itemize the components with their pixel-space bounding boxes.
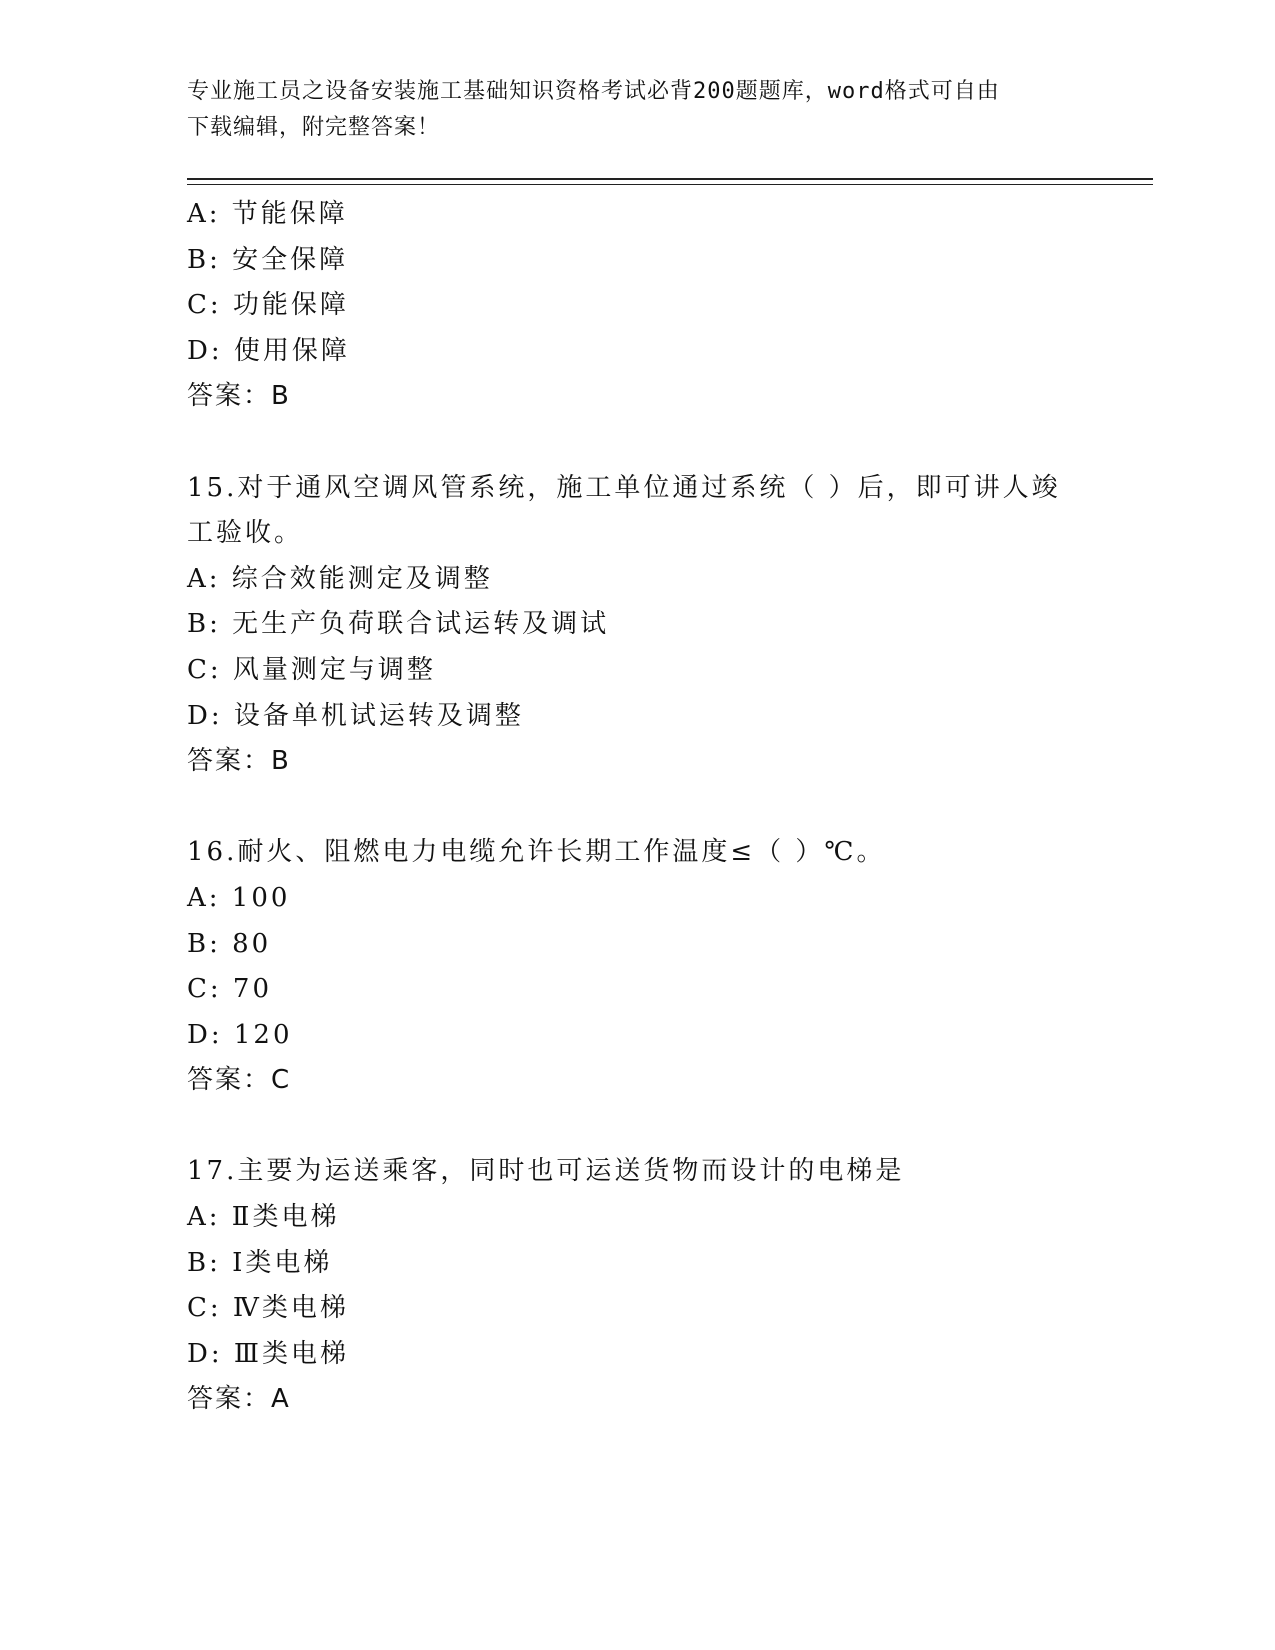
- option-c: C: 风量测定与调整: [187, 654, 436, 685]
- option-b: B: Ⅰ类电梯: [187, 1247, 333, 1278]
- question-14: [187, 192, 1087, 420]
- option-b: B: 安全保障: [187, 244, 349, 275]
- option-c: C: Ⅳ类电梯: [187, 1293, 349, 1324]
- option-d: D: 120: [187, 1019, 293, 1050]
- question-stem: 16.耐火、阻燃电力电缆允许长期工作温度≤（ ）℃。: [187, 837, 886, 868]
- option-a: A: 综合效能测定及调整: [187, 563, 493, 594]
- answer-line: 答案：C: [187, 1065, 292, 1096]
- option-d: D: 使用保障: [187, 335, 350, 366]
- header-divider-thin: [187, 184, 1153, 185]
- document-header: [187, 74, 1067, 146]
- option-a: A: 节能保障: [187, 199, 348, 229]
- option-a: A: Ⅱ类电梯: [187, 1202, 340, 1233]
- question-list: [187, 192, 1087, 1423]
- answer-line: 答案：B: [187, 746, 291, 777]
- answer-line: 答案：B: [187, 381, 291, 412]
- spacer: [187, 1104, 1087, 1150]
- header-divider-thick: [187, 178, 1153, 180]
- question-stem: 15.对于通风空调风管系统，施工单位通过系统（ ）后，即可讲人竣: [187, 472, 1061, 503]
- question-stem: 17.主要为运送乘客，同时也可运送货物而设计的电梯是: [187, 1156, 905, 1187]
- answer-line: 答案：A: [187, 1384, 291, 1415]
- option-b: B: 无生产负荷联合试运转及调试: [187, 609, 610, 640]
- option-b: B: 80: [187, 928, 272, 959]
- option-c: C: 功能保障: [187, 290, 349, 321]
- option-d: D: Ⅲ类电梯: [187, 1338, 349, 1369]
- question-17: [187, 1149, 1087, 1423]
- spacer: [187, 420, 1087, 466]
- question-stem-continued: 工验收。: [187, 518, 304, 549]
- header-line-1: 专业施工员之设备安装施工基础知识资格考试必背200题题库，word格式可自由: [187, 79, 1000, 104]
- question-15: [187, 466, 1087, 785]
- question-16: [187, 830, 1087, 1104]
- option-d: D: 设备单机试运转及调整: [187, 700, 524, 731]
- spacer: [187, 785, 1087, 831]
- option-a: A: 100: [187, 882, 291, 913]
- header-line-2: 下载编辑，附完整答案！: [187, 115, 441, 140]
- option-c: C: 70: [187, 974, 273, 1005]
